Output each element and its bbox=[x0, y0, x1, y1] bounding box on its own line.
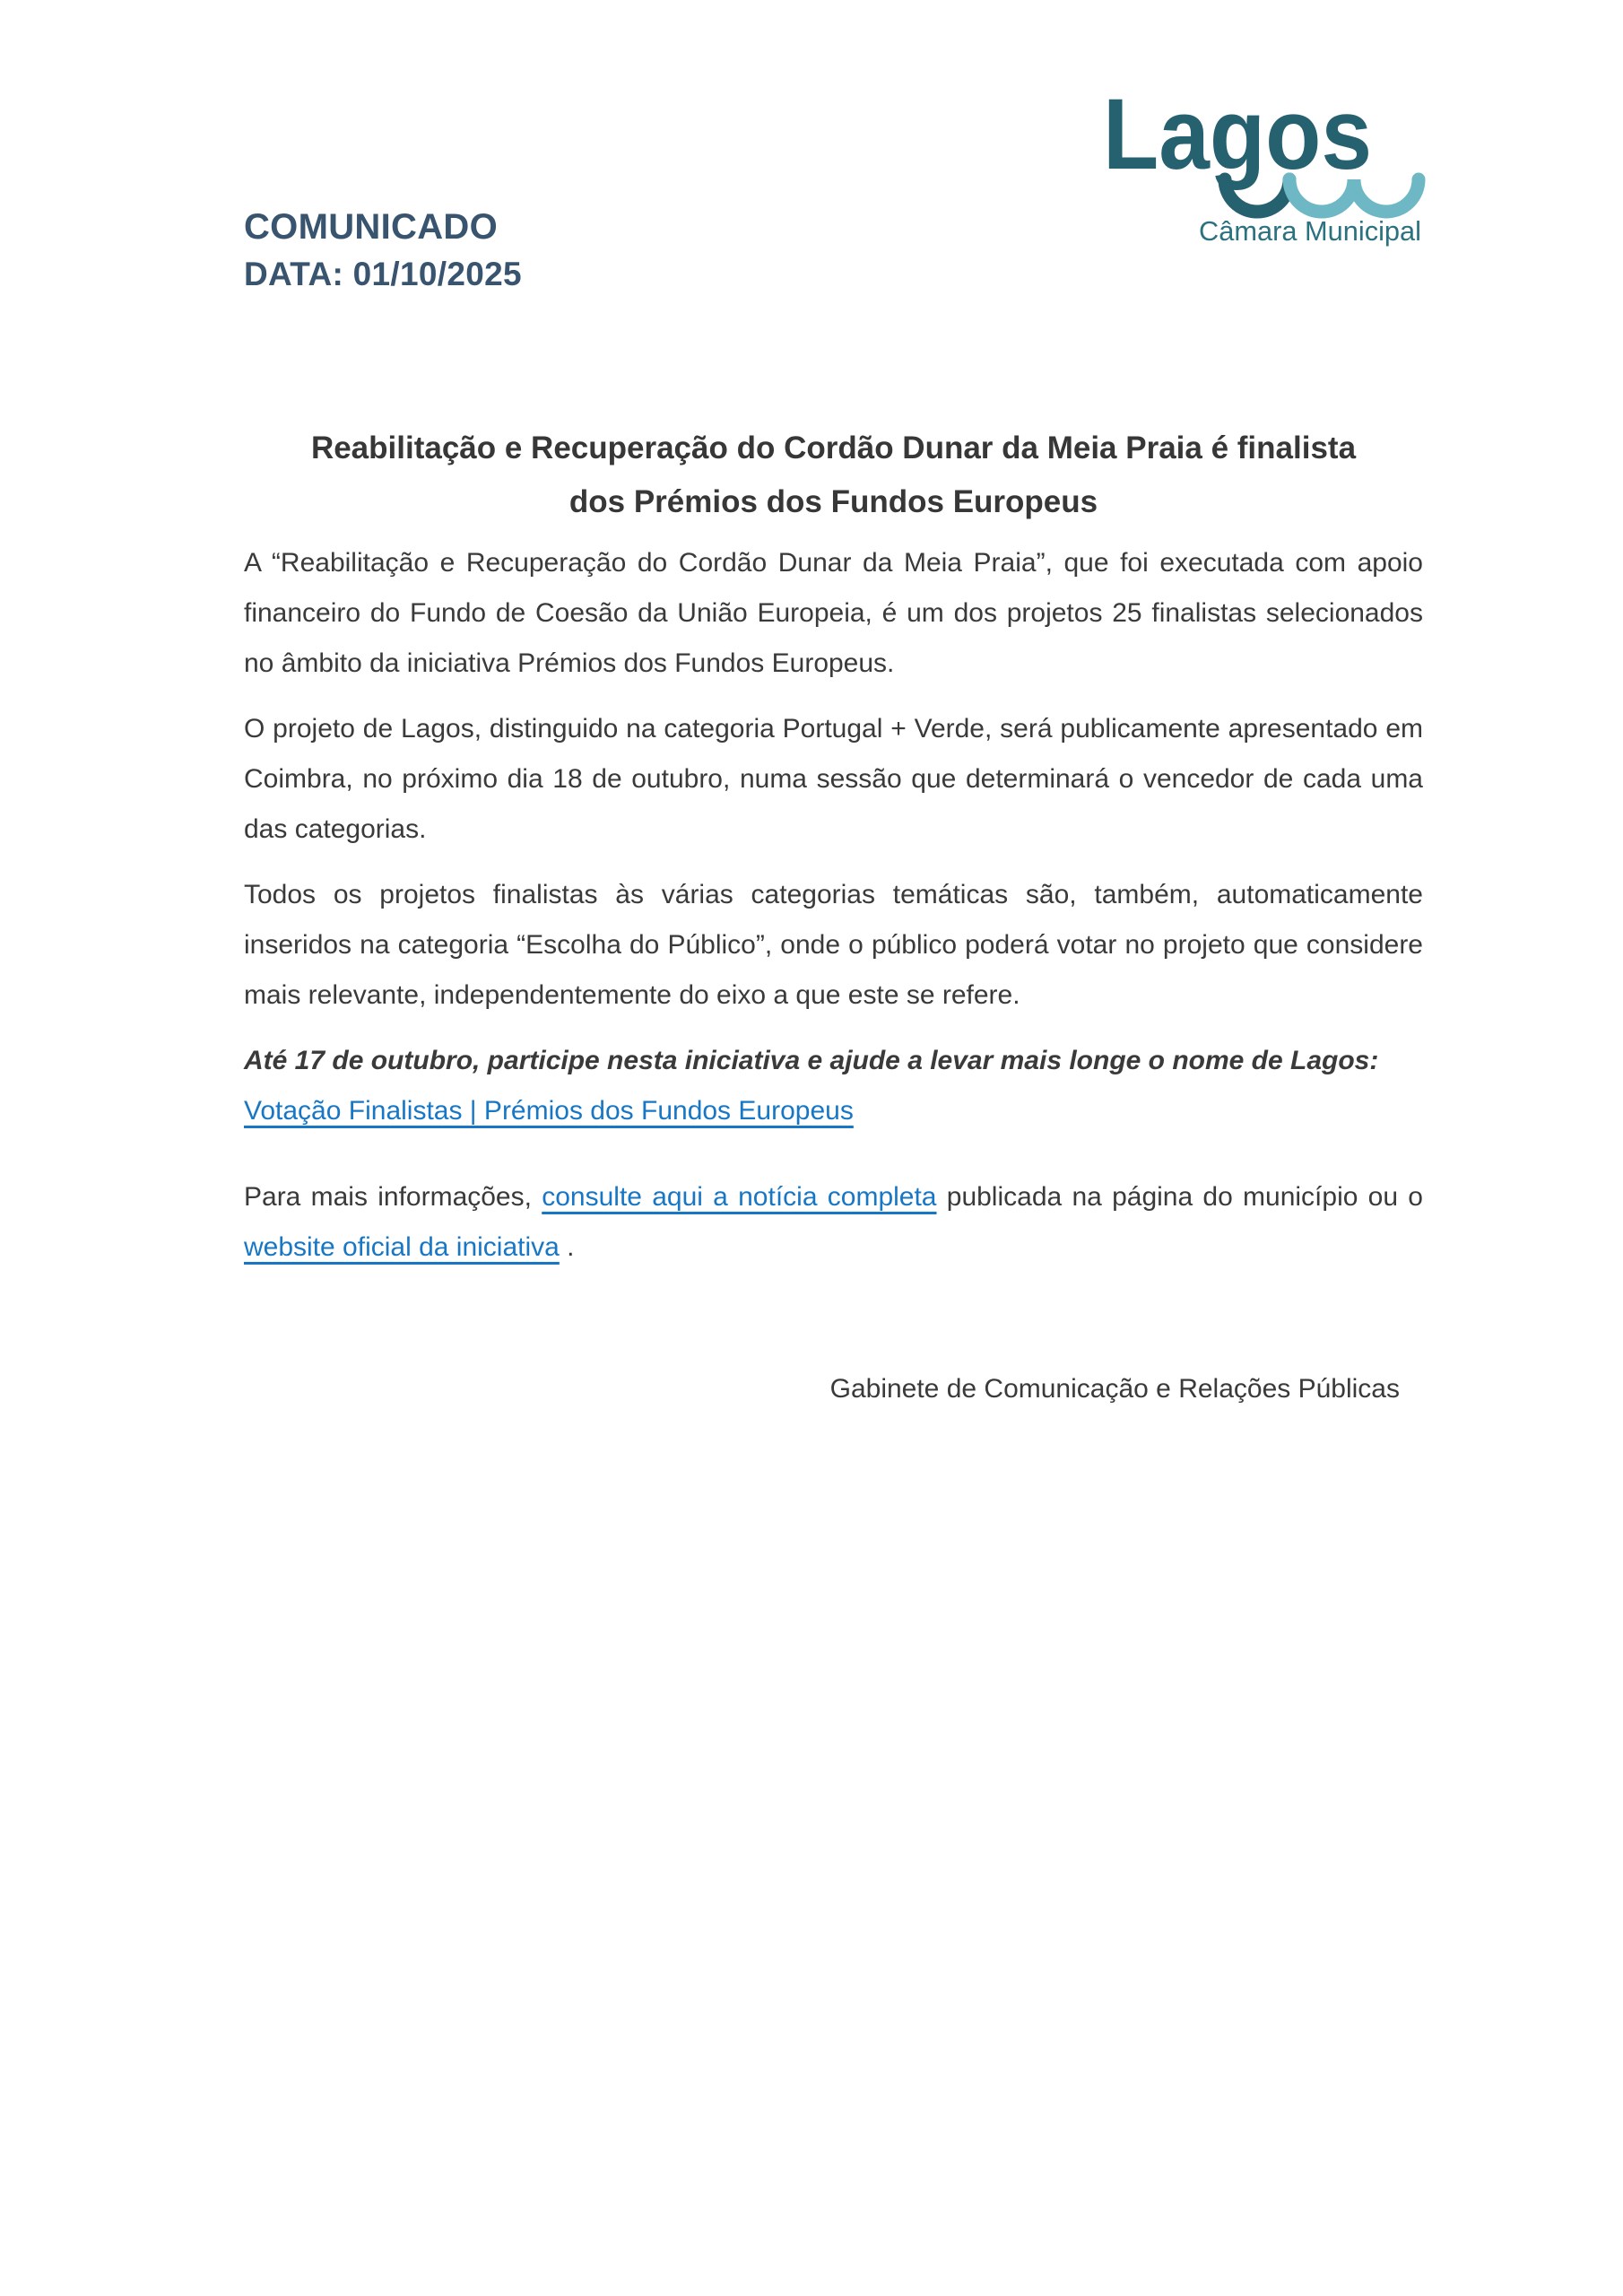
doc-date-label: DATA: 01/10/2025 bbox=[244, 256, 522, 292]
voting-finalists-link[interactable]: Votação Finalistas | Prémios dos Fundos Europeus bbox=[244, 1096, 854, 1126]
doc-type-label: COMUNICADO bbox=[244, 207, 498, 247]
document-header bbox=[244, 206, 522, 294]
official-website-link[interactable]: website oficial da iniciativa bbox=[244, 1232, 560, 1262]
full-news-link[interactable]: consulte aqui a notícia completa bbox=[542, 1182, 937, 1212]
info-text-before: Para mais informações, bbox=[244, 1182, 542, 1212]
info-paragraph bbox=[244, 1172, 1423, 1273]
info-text-middle: publicada na página do município ou o bbox=[936, 1182, 1423, 1212]
page-title bbox=[221, 422, 1445, 529]
paragraph-public-choice: Todos os projetos finalistas às várias categorias temáticas são, também, automaticamente inseridos na categoria “Escolha do Público”, onde o público poderá votar no projeto que considere mais relevante, independentemente do eixo a que este se refere. bbox=[244, 880, 1423, 1010]
voting-link-line bbox=[244, 1086, 1423, 1136]
logo-wordmark: Lagos bbox=[1103, 83, 1372, 190]
signature-line: Gabinete de Comunicação e Relações Públicas bbox=[829, 1374, 1400, 1404]
cta-paragraph bbox=[244, 1036, 1423, 1086]
lagos-municipality-logo bbox=[1101, 83, 1435, 253]
page-title-line2: dos Prémios dos Fundos Europeus bbox=[568, 484, 1098, 519]
lagos-logo-graphic bbox=[1101, 83, 1435, 253]
info-text-after: . bbox=[559, 1232, 575, 1262]
document-body bbox=[244, 538, 1423, 1288]
logo-subtitle: Câmara Municipal bbox=[1199, 215, 1421, 247]
cta-text: Até 17 de outubro, participe nesta iniciativa e ajude a levar mais longe o nome de Lagos: bbox=[244, 1046, 1379, 1075]
paragraph-intro: A “Reabilitação e Recuperação do Cordão Dunar da Meia Praia”, que foi executada com apoio financeiro do Fundo de Coesão da União Europeia, é um dos projetos 25 finalistas selecionados no âmbito da iniciativa Prémios dos Fundos Europeus. bbox=[244, 548, 1423, 678]
paragraph-category: O projeto de Lagos, distinguido na categoria Portugal + Verde, será publicamente apresentado em Coimbra, no próximo dia 18 de outubro, numa sessão que determinará o vencedor de cada uma das categorias. bbox=[244, 714, 1423, 844]
page-title-line1: Reabilitação e Recuperação do Cordão Dunar da Meia Praia é finalista bbox=[310, 430, 1357, 465]
